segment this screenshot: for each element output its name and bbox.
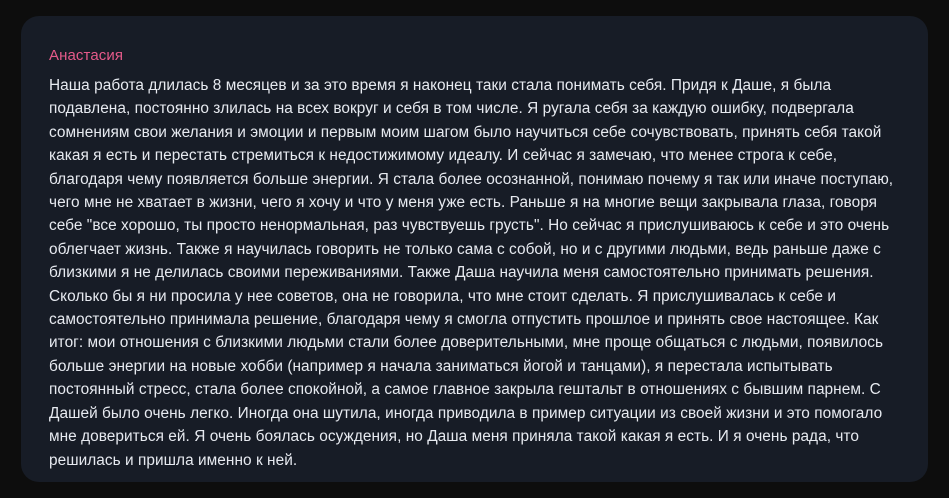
testimonial-text: Наша работа длилась 8 месяцев и за это время я наконец таки стала понимать себя. Придя к Даше, я была подавлена, постоянно злилась на всех вокруг и себя в том числе. Я ругала себя за каждую ошибку, подвергала сомнениям свои желания и эмоции и первым моим шагом было научиться себе сочувствовать, принять себя такой какая я есть и перестать стремиться к недостижимому идеалу. И сейчас я замечаю, что менее строга к себе, благодаря чему появляется больше энергии. Я стала более осознанной, понимаю почему я так или иначе поступаю, чего мне не хватает в жизни, чего я хочу и что у меня уже есть. Раньше я на многие вещи закрывала глаза, говоря себе "все хорошо, ты просто ненормальная, раз чувствуешь грусть". Но сейчас я прислушиваюсь к себе и это очень облегчает жизнь. Также я научилась говорить не только сама с собой, но и с другими людьми, ведь раньше даже с близкими я не делилась своими переживаниями. Также Даша научила меня самостоятельно принимать решения. Сколько бы я ни просила у нее советов, она не говорила, что мне стоит сделать. Я прислушивалась к себе и самостоятельно принимала решение, благодаря чему я смогла отпустить прошлое и принять свое настоящее. Как итог: мои отношения с близкими людьми стали более доверительными, мне проще общаться с людьми, появилось больше энергии на новые хобби (например я начала заниматься йогой и танцами), я перестала испытывать постоянный стресс, стала более спокойной, а самое главное закрыла гештальт в отношениях с бывшим парнем. С Дашей было очень легко. Иногда она шутила, иногда приводила в пример ситуации из своей жизни и это помогало мне довериться ей. Я очень боялась осуждения, но Даша меня приняла такой какая я есть. И я очень рада, что решилась и пришла именно к ней. [49,77,898,469]
testimonial-card [21,16,928,482]
testimonial-author: Анастасия [49,47,124,64]
